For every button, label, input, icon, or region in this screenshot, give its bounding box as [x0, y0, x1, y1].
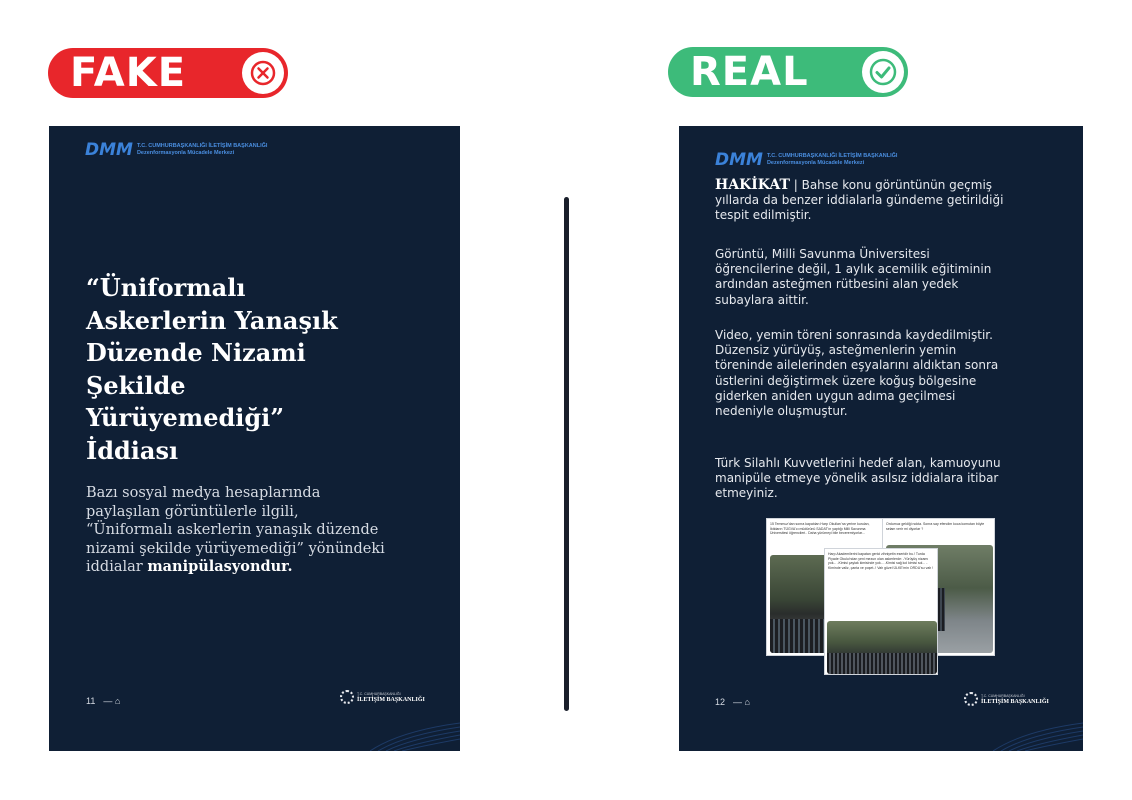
fake-badge: [48, 48, 288, 98]
hakikat-label: HAKİKAT: [715, 177, 790, 193]
fact-paragraph-3: Video, yemin töreni sonrasında kaydedilmiştir. Düzensiz yürüyüş, asteğmenlerin yemin töreninde ailelerinden eşyalarını aldıktan sonra üstlerini değiştirmek üzere koğuş bölgesine giderken aniden uygun adıma geçilmesi nedeniyle oluşmuştur.: [715, 328, 999, 419]
iletisim-small: T.C. CUMHURBAŞKANLIĞI: [981, 694, 1025, 698]
iletisim-logo: [964, 692, 1049, 706]
page-number-value: 12: [715, 697, 726, 707]
claim-title: “Üniformalı Askerlerin Yanaşık Düzende Nizami Şekilde Yürüyemediği” İddiası: [86, 273, 338, 465]
dmm-center-line: Dezenformasyonla Mücadele Merkezi: [136, 150, 235, 156]
emblem-icon: [964, 692, 978, 706]
fact-check-page: [679, 126, 1083, 751]
checkmark-icon: [862, 51, 904, 93]
home-icon: — ⌂: [733, 697, 750, 707]
x-icon: [242, 52, 284, 94]
page-number: [715, 697, 750, 707]
post-1-text: 15 Temmuz'dan sonra kapatılan Harp Okulları'na yerine kurulan, İktidarın TÜGVA'cı müdürünü SADAT'ın yaptığı Milli Savunma Üniversitesi öğrencileri.. Daha yürümeyi bile beceremiyorlar...: [770, 522, 870, 535]
dmm-logo: [715, 150, 897, 170]
post-2-text: Ordumuz geldiği nokta. Sonra say efendim koca komutan böyle selam verir mi diyorlar ?: [886, 522, 985, 531]
iletisim-name: İLETİŞİM BAŞKANLIĞI: [981, 699, 1049, 705]
iletisim-small: T.C. CUMHURBAŞKANLIĞI: [357, 692, 401, 696]
fact-paragraph-4: Türk Silahlı Kuvvetlerini hedef alan, kamuoyunu manipüle etmeye yönelik asılsız iddialara itibar etmeyiniz.: [715, 456, 1001, 501]
wave-decoration: [370, 721, 460, 751]
wave-decoration: [993, 721, 1083, 751]
claim-body: [86, 484, 386, 577]
emblem-icon: [340, 690, 354, 704]
page-number-value: 11: [86, 696, 96, 706]
dmm-mark: DMM: [715, 150, 763, 170]
iletisim-name: İLETİŞİM BAŞKANLIĞI: [357, 697, 425, 703]
real-label: REAL: [690, 49, 809, 95]
post-3-photo: [827, 621, 937, 674]
page-number: [86, 696, 120, 706]
dmm-mark: DMM: [85, 140, 133, 160]
hakikat-text: | Bahse konu görüntünün geçmiş yıllarda da benzer iddialarla gündeme getirildiği tespit edilmiştir.: [715, 178, 1004, 223]
claim-verdict: manipülasyondur.: [147, 558, 293, 575]
fake-claim-page: [49, 126, 460, 751]
post-3-text: Harp Akademilerini kapatan gerici zihniyetin eseridir bu.! Turda Piyade Okulu'ndan yeni mezun olan askerlerde: -Yürüyüş nizamı yok... -Kimisi çaylak kimisinde yok... -Kimisi sağ kol kimisi sol... -Kiminde valiz, çanta ve poşet..! Vah güzel ÜLKE'min ORDU'su vah !: [828, 552, 934, 570]
divider: [564, 197, 569, 711]
hakikat-paragraph: [715, 178, 1005, 224]
claim-body-text: Bazı sosyal medya hesaplarında paylaşılan görüntülerle ilgili, “Üniformalı askerlerin yanaşık düzende nizami şekilde yürüyemediği” yönündeki iddialar: [86, 485, 385, 575]
fact-paragraph-2: Görüntü, Milli Savunma Üniversitesi öğrencilerine değil, 1 aylık acemilik eğitiminin ardından asteğmen rütbesini alan yedek subaylara aittir.: [715, 247, 992, 307]
iletisim-logo: [340, 690, 425, 704]
dmm-org-line: T.C. CUMHURBAŞKANLIĞI İLETİŞİM BAŞKANLIĞI: [136, 143, 268, 149]
home-icon: — ⌂: [103, 696, 121, 706]
social-post-3: [824, 548, 938, 675]
dmm-center-line: Dezenformasyonla Mücadele Merkezi: [766, 160, 865, 166]
dmm-org-line: T.C. CUMHURBAŞKANLIĞI İLETİŞİM BAŞKANLIĞI: [766, 153, 898, 159]
dmm-logo: [85, 140, 267, 160]
fake-label: FAKE: [70, 50, 187, 96]
real-badge: [668, 47, 908, 97]
evidence-collage: [766, 518, 995, 675]
